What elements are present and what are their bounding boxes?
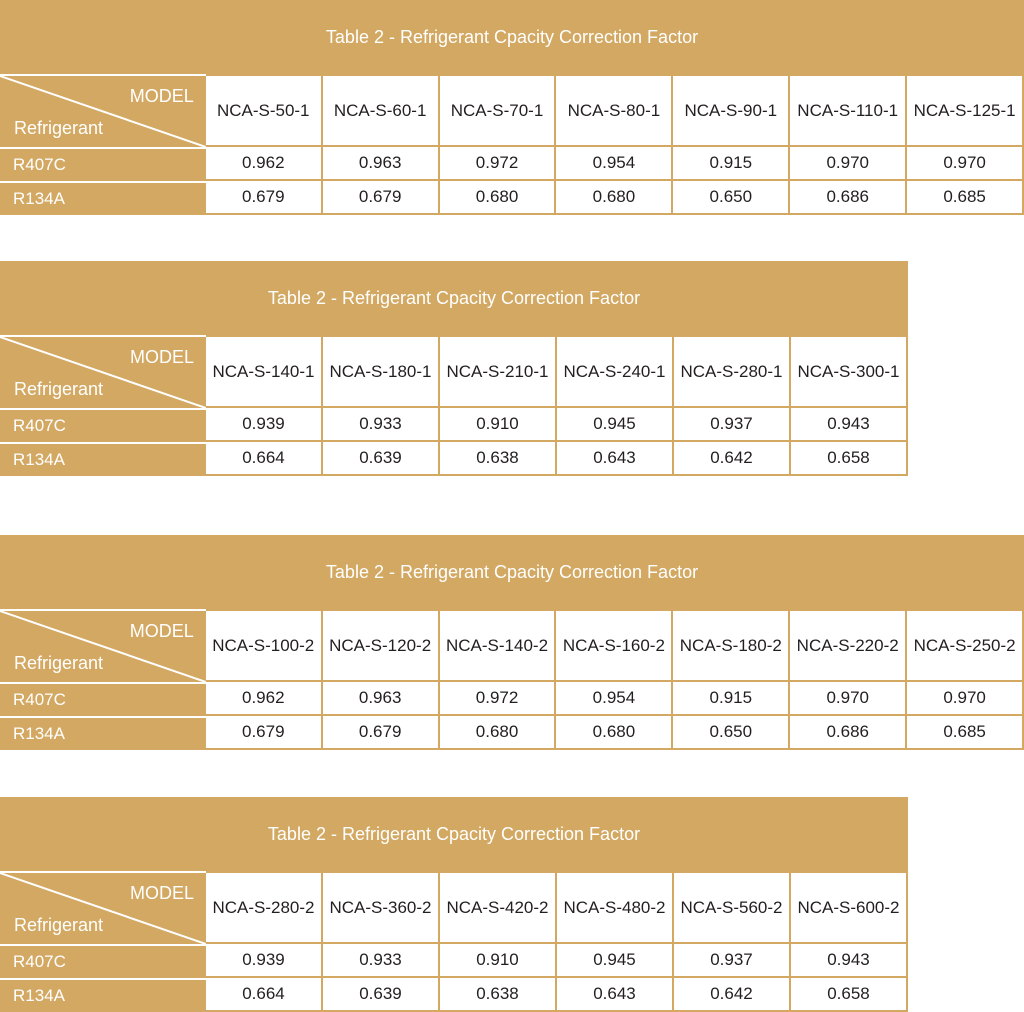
- refrigerant-name: R407C: [0, 682, 206, 716]
- header-corner-cell: [0, 335, 206, 408]
- refrigerant-name: R407C: [0, 944, 206, 978]
- correction-factor-value: 0.642: [674, 978, 791, 1012]
- model-header-cell: NCA-S-110-1: [790, 74, 907, 147]
- correction-factor-value: 0.664: [206, 978, 323, 1012]
- table-row: [0, 716, 1024, 750]
- model-header-cell: NCA-S-480-2: [557, 871, 674, 944]
- correction-factor-value: 0.679: [323, 181, 440, 215]
- table-header-row: [0, 74, 1024, 147]
- table-title: Table 2 - Refrigerant Cpacity Correction Factor: [0, 261, 908, 335]
- model-header-cell: NCA-S-210-1: [440, 335, 557, 408]
- header-corner-cell: [0, 74, 206, 147]
- correction-factor-value: 0.954: [556, 147, 673, 181]
- header-corner-cell: [0, 871, 206, 944]
- correction-factor-value: 0.970: [790, 147, 907, 181]
- table-header-row: [0, 335, 908, 408]
- model-header-cell: NCA-S-125-1: [907, 74, 1024, 147]
- refrigerant-name: R134A: [0, 442, 206, 476]
- correction-factor-value: 0.680: [440, 181, 557, 215]
- correction-factor-value: 0.939: [206, 944, 323, 978]
- model-header-cell: NCA-S-600-2: [791, 871, 908, 944]
- correction-factor-value: 0.643: [557, 978, 674, 1012]
- model-header-cell: NCA-S-140-2: [440, 609, 557, 682]
- correction-factor-value: 0.915: [673, 682, 790, 716]
- model-header-cell: NCA-S-50-1: [206, 74, 323, 147]
- model-header-cell: NCA-S-420-2: [440, 871, 557, 944]
- model-header-cell: NCA-S-160-2: [556, 609, 673, 682]
- table-row: [0, 408, 908, 442]
- correction-factor-value: 0.680: [556, 716, 673, 750]
- refrigerant-name: R407C: [0, 147, 206, 181]
- table-header-row: [0, 871, 908, 944]
- model-header-cell: NCA-S-560-2: [674, 871, 791, 944]
- correction-factor-value: 0.658: [791, 442, 908, 476]
- header-corner-cell: [0, 609, 206, 682]
- correction-factor-value: 0.943: [791, 408, 908, 442]
- table-row: [0, 442, 908, 476]
- model-header-cell: NCA-S-280-1: [674, 335, 791, 408]
- correction-factor-value: 0.970: [790, 682, 907, 716]
- correction-factor-value: 0.963: [323, 682, 440, 716]
- correction-factor-value: 0.643: [557, 442, 674, 476]
- correction-factor-value: 0.638: [440, 978, 557, 1012]
- correction-factor-table: [0, 0, 1024, 215]
- refrigerant-label: Refrigerant: [14, 653, 104, 673]
- correction-factor-value: 0.686: [790, 716, 907, 750]
- refrigerant-name: R134A: [0, 716, 206, 750]
- model-header-cell: NCA-S-90-1: [673, 74, 790, 147]
- correction-factor-value: 0.972: [440, 682, 557, 716]
- correction-factor-value: 0.945: [557, 944, 674, 978]
- table-row: [0, 944, 908, 978]
- refrigerant-label: Refrigerant: [14, 118, 104, 138]
- correction-factor-value: 0.679: [206, 716, 323, 750]
- correction-factor-table: [0, 261, 908, 476]
- model-header-cell: NCA-S-250-2: [907, 609, 1024, 682]
- correction-factor-value: 0.639: [323, 442, 440, 476]
- correction-factor-value: 0.680: [556, 181, 673, 215]
- correction-factor-value: 0.962: [206, 147, 323, 181]
- correction-factor-value: 0.680: [440, 716, 557, 750]
- model-header-cell: NCA-S-180-2: [673, 609, 790, 682]
- model-label: MODEL: [129, 883, 194, 903]
- model-label: MODEL: [129, 86, 194, 106]
- correction-factor-value: 0.939: [206, 408, 323, 442]
- correction-factor-value: 0.970: [907, 147, 1024, 181]
- correction-factor-table: [0, 797, 908, 1012]
- correction-factor-value: 0.937: [674, 944, 791, 978]
- model-header-cell: NCA-S-180-1: [323, 335, 440, 408]
- correction-factor-value: 0.685: [907, 181, 1024, 215]
- correction-factor-value: 0.658: [791, 978, 908, 1012]
- correction-factor-value: 0.933: [323, 944, 440, 978]
- table-row: [0, 978, 908, 1012]
- correction-factor-value: 0.642: [674, 442, 791, 476]
- refrigerant-name: R407C: [0, 408, 206, 442]
- table-row: [0, 147, 1024, 181]
- table-row: [0, 181, 1024, 215]
- correction-factor-value: 0.679: [206, 181, 323, 215]
- model-header-cell: NCA-S-60-1: [323, 74, 440, 147]
- table-header-row: [0, 609, 1024, 682]
- table-title: Table 2 - Refrigerant Cpacity Correction Factor: [0, 535, 1024, 609]
- model-label: MODEL: [129, 621, 194, 641]
- correction-factor-value: 0.945: [557, 408, 674, 442]
- correction-factor-value: 0.937: [674, 408, 791, 442]
- correction-factor-value: 0.972: [440, 147, 557, 181]
- correction-factor-value: 0.943: [791, 944, 908, 978]
- refrigerant-name: R134A: [0, 181, 206, 215]
- correction-factor-value: 0.915: [673, 147, 790, 181]
- refrigerant-label: Refrigerant: [14, 915, 104, 935]
- model-header-cell: NCA-S-70-1: [440, 74, 557, 147]
- correction-factor-value: 0.954: [556, 682, 673, 716]
- model-header-cell: NCA-S-80-1: [556, 74, 673, 147]
- correction-factor-value: 0.638: [440, 442, 557, 476]
- correction-factor-value: 0.910: [440, 408, 557, 442]
- correction-factor-value: 0.679: [323, 716, 440, 750]
- table-title: Table 2 - Refrigerant Cpacity Correction Factor: [0, 797, 908, 871]
- correction-factor-value: 0.963: [323, 147, 440, 181]
- table-title: Table 2 - Refrigerant Cpacity Correction Factor: [0, 0, 1024, 74]
- correction-factor-value: 0.664: [206, 442, 323, 476]
- table-row: [0, 682, 1024, 716]
- model-header-cell: NCA-S-140-1: [206, 335, 323, 408]
- model-header-cell: NCA-S-220-2: [790, 609, 907, 682]
- correction-factor-value: 0.639: [323, 978, 440, 1012]
- correction-factor-value: 0.962: [206, 682, 323, 716]
- correction-factor-value: 0.650: [673, 181, 790, 215]
- correction-factor-table: [0, 535, 1024, 750]
- model-header-cell: NCA-S-280-2: [206, 871, 323, 944]
- correction-factor-value: 0.686: [790, 181, 907, 215]
- model-header-cell: NCA-S-360-2: [323, 871, 440, 944]
- refrigerant-label: Refrigerant: [14, 379, 104, 399]
- model-header-cell: NCA-S-120-2: [323, 609, 440, 682]
- correction-factor-value: 0.650: [673, 716, 790, 750]
- correction-factor-value: 0.685: [907, 716, 1024, 750]
- model-header-cell: NCA-S-240-1: [557, 335, 674, 408]
- model-header-cell: NCA-S-300-1: [791, 335, 908, 408]
- model-label: MODEL: [129, 347, 194, 367]
- correction-factor-value: 0.933: [323, 408, 440, 442]
- model-header-cell: NCA-S-100-2: [206, 609, 323, 682]
- refrigerant-name: R134A: [0, 978, 206, 1012]
- correction-factor-value: 0.910: [440, 944, 557, 978]
- correction-factor-value: 0.970: [907, 682, 1024, 716]
